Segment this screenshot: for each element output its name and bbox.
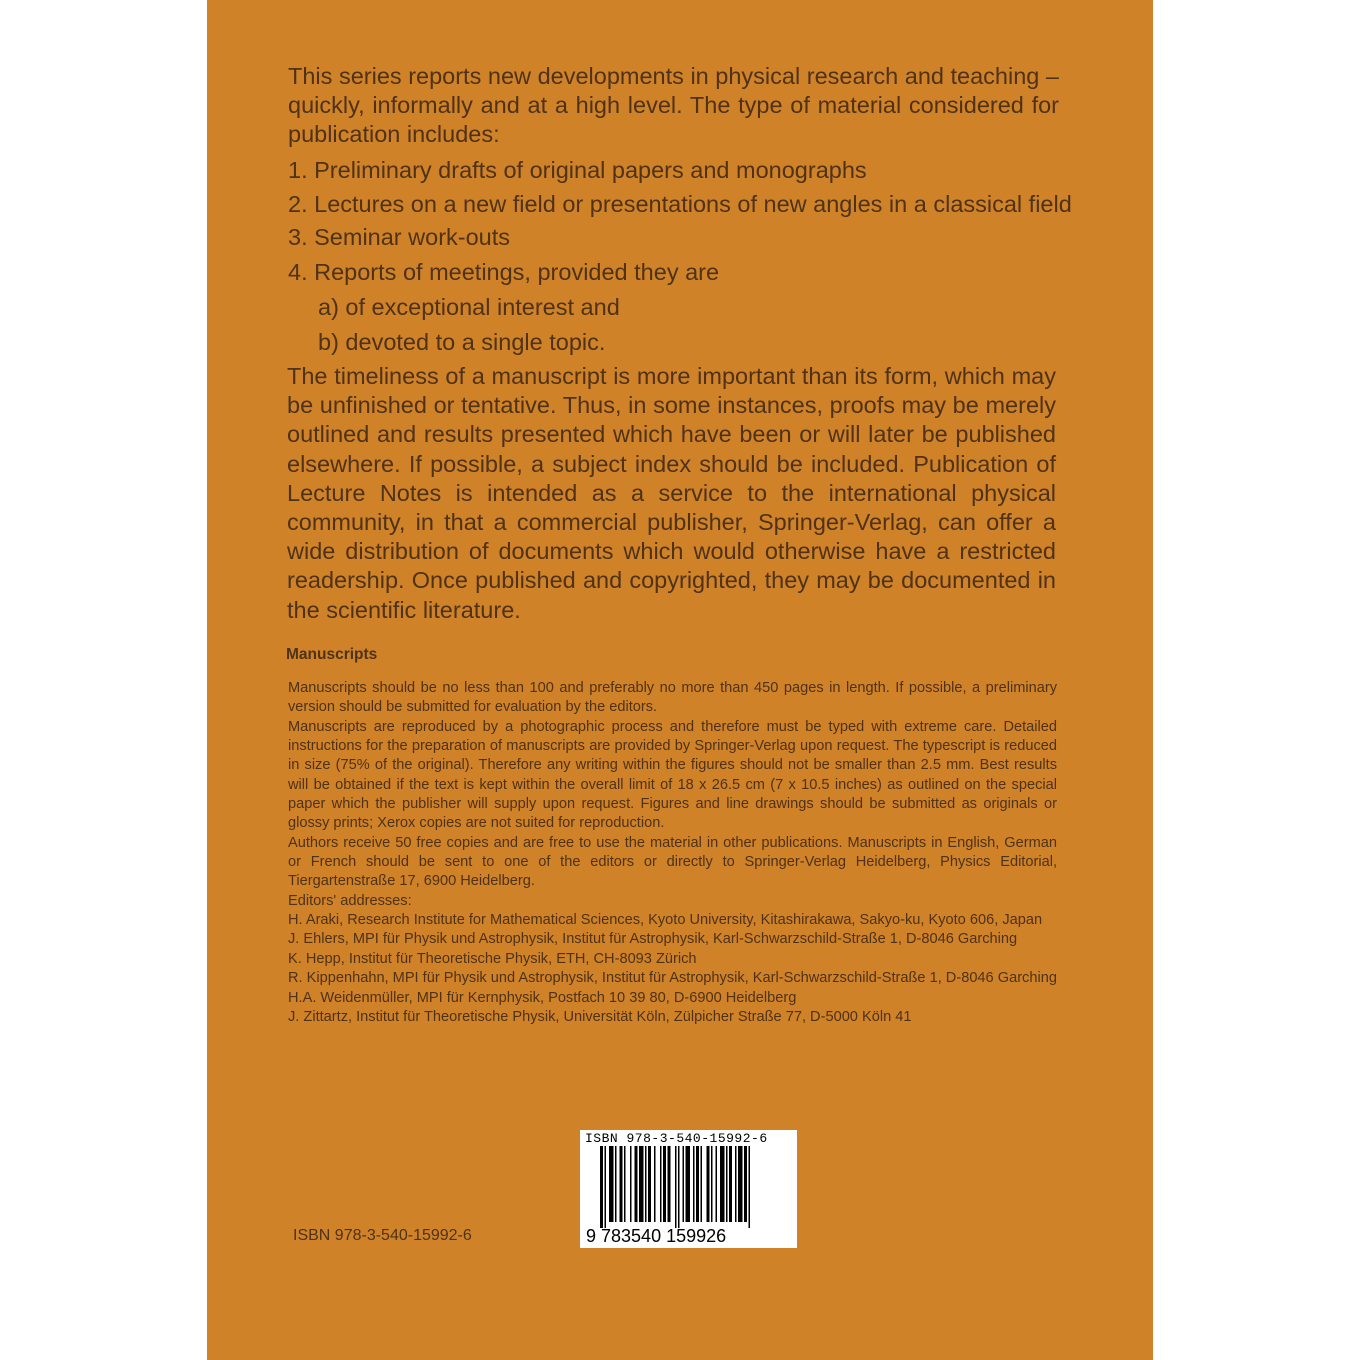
back-cover	[207, 0, 1153, 1360]
barcode-bar	[605, 1146, 607, 1228]
editor-address: K. Hepp, Institut für Theoretische Physik, ETH, CH-8093 Zürich	[288, 950, 697, 967]
barcode-bar	[668, 1146, 671, 1222]
barcode-bar	[620, 1146, 623, 1222]
list-item: 3. Seminar work-outs	[288, 224, 511, 250]
manuscripts-section	[288, 679, 1057, 1027]
barcode-bar	[711, 1146, 713, 1222]
editor-address: R. Kippenhahn, MPI für Physik und Astrophysik, Institut für Astrophysik, Karl-Schwarzschild-Straße 1, D-8046 Garching	[288, 970, 1057, 987]
manuscripts-paragraph: Authors receive 50 free copies and are free to use the material in other publications. Manuscripts in English, German or French should be sent to one of the editors or directly to Springer-Verlag Heidelberg, Physics Editorial, Tiergartenstraße 17, 6900 Heidelberg.	[288, 834, 1057, 890]
barcode-bar	[735, 1146, 737, 1222]
barcode-bar	[686, 1146, 691, 1222]
editor-address: H.A. Weidenmüller, MPI für Kernphysik, Postfach 10 39 80, D-6900 Heidelberg	[288, 989, 797, 1006]
barcode-bar	[635, 1146, 638, 1222]
barcode-digits: 9 783540 159926	[586, 1226, 727, 1246]
manuscripts-heading: Manuscripts	[286, 646, 378, 663]
barcode-bar	[624, 1146, 626, 1222]
barcode-bar	[707, 1146, 710, 1222]
series-intro: This series reports new developments in physical research and teaching – quickly, informally and at a high level. The type of material considered for publication includes:	[288, 63, 1059, 147]
barcode-bar	[630, 1146, 632, 1222]
list-item: 1. Preliminary drafts of original papers and monographs	[288, 157, 867, 183]
barcode-bar	[675, 1146, 677, 1228]
editor-address: H. Araki, Research Institute for Mathematical Sciences, Kyoto University, Kitashirakawa, Sakyo-ku, Kyoto 606, Japan	[288, 912, 1043, 929]
list-item: 4. Reports of meetings, provided they are	[288, 259, 720, 285]
barcode-bar	[678, 1146, 680, 1228]
barcode-bar	[726, 1146, 728, 1222]
barcode-bar	[600, 1146, 603, 1228]
editor-address: J. Ehlers, MPI für Physik und Astrophysik, Institut für Astrophysik, Karl-Schwarzschild-Straße 1, D-8046 Garching	[288, 931, 1018, 948]
barcode-bar	[639, 1146, 644, 1222]
barcode-bar	[615, 1146, 617, 1222]
barcode-bar	[701, 1146, 703, 1222]
barcode-bars	[580, 1146, 797, 1228]
barcode-bar	[648, 1146, 651, 1222]
barcode-bar	[744, 1146, 747, 1222]
barcode-bar	[729, 1146, 732, 1222]
barcode-isbn-text: ISBN 978-3-540-15992-6	[585, 1131, 768, 1146]
isbn-barcode	[580, 1130, 797, 1248]
barcode-bar	[663, 1146, 666, 1222]
manuscripts-paragraph: Manuscripts are reproduced by a photographic process and therefore must be typed with extreme care. Detailed instructions for the preparation of manuscripts are provided by Springer-Verlag upon request. The typescript is reduced in size (75% of the original). Therefore any writing within the figures should not be smaller than 2.5 mm. Best results will be obtained if the text is kept within the overall limit of 18 x 26.5 cm (7 x 10.5 inches) as outlined on the special paper which the publisher will supply upon request. Figures and line drawings should be submitted as originals or glossy prints; Xerox copies are not suited for reproduction.	[288, 718, 1057, 832]
editor-address: J. Zittartz, Institut für Theoretische Physik, Universität Köln, Zülpicher Straße 77, D-5000 Köln 41	[288, 1008, 912, 1025]
barcode-bar	[693, 1146, 695, 1222]
barcode-bar	[716, 1146, 718, 1222]
barcode-bar	[654, 1146, 656, 1222]
barcode-bar	[683, 1146, 685, 1222]
barcode-bar	[660, 1146, 662, 1222]
barcode-bar	[645, 1146, 647, 1222]
barcode-bar	[696, 1146, 699, 1222]
manuscripts-paragraph: Manuscripts should be no less than 100 and preferably no more than 450 pages in length. If possible, a preliminary version should be submitted for evaluation by the editors.	[288, 680, 1057, 716]
list-subitem: a) of exceptional interest and	[318, 294, 620, 320]
editors-heading: Editors' addresses:	[288, 892, 412, 909]
isbn-label: ISBN 978-3-540-15992-6	[293, 1227, 472, 1244]
barcode-bar	[749, 1146, 751, 1228]
barcode-bar	[609, 1146, 614, 1222]
list-subitem: b) devoted to a single topic.	[318, 329, 606, 355]
list-item: 2. Lectures on a new field or presentations of new angles in a classical field	[288, 191, 1072, 217]
timeliness-paragraph: The timeliness of a manuscript is more important than its form, which may be unfinished or tentative. Thus, in some instances, proofs may be merely outlined and results presented which have been or will later be published elsewhere. If possible, a subject index should be included. Publication of Lecture Notes is intended as a service to the international physical community, in that a commercial publisher, Springer-Verlag, can offer a wide distribution of documents which would otherwise have a restricted readership. Once published and copyrighted, they may be documented in the scientific literature.	[287, 363, 1056, 623]
barcode-bar	[720, 1146, 725, 1222]
barcode-bar	[738, 1146, 743, 1222]
